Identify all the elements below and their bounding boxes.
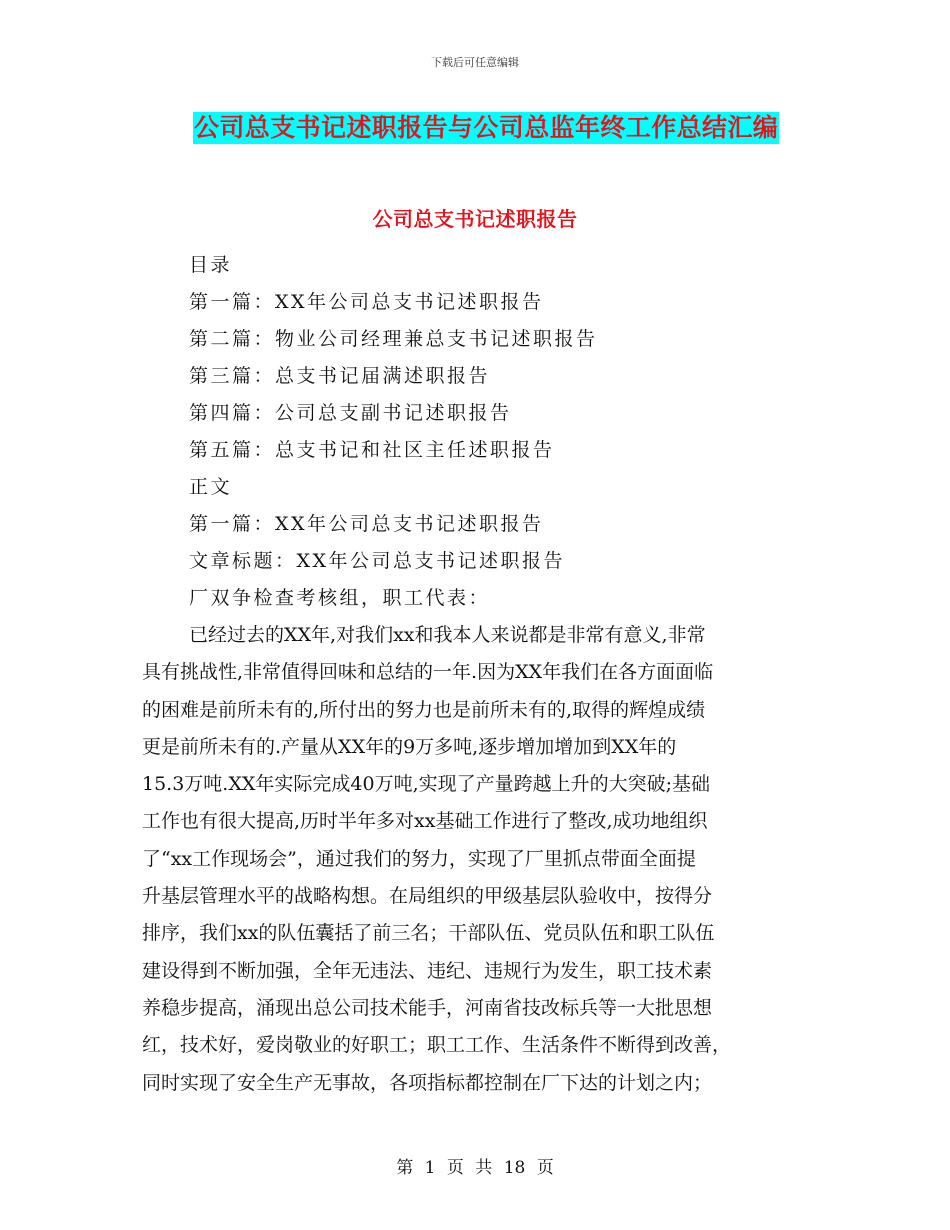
toc-heading: 目录: [189, 254, 233, 276]
paragraph-line: 具有挑战性,非常值得回味和总结的一年.因为XX年我们在各方面面临: [142, 661, 714, 684]
page-number-footer: 第 1 页 共 18 页: [396, 1158, 554, 1178]
toc-item: 第四篇：公司总支副书记述职报告: [189, 402, 512, 424]
chapter-title: 第一篇：XX年公司总支书记述职报告: [189, 513, 544, 535]
paragraph-line: 升基层管理水平的战略构想。在局组织的甲级基层队验收中，按得分: [142, 885, 713, 908]
paragraph-line: 工作也有很大提高,历时半年多对xx基础工作进行了整改,成功地组织: [142, 810, 708, 833]
toc-item: 第一篇：XX年公司总支书记述职报告: [189, 291, 544, 313]
paragraph-line: 的困难是前所未有的,所付出的努力也是前所未有的,取得的辉煌成绩: [142, 698, 706, 721]
paragraph-line: 排序，我们xx的队伍囊括了前三名；干部队伍、党员队伍和职工队伍: [142, 922, 715, 945]
table-of-contents: [189, 250, 829, 620]
document-main-title: 公司总支书记述职报告与公司总监年终工作总结汇编: [194, 113, 779, 142]
paragraph-line: 同时实现了安全生产无事故，各项指标都控制在厂下达的计划之内；: [142, 1071, 713, 1094]
paragraph-line: 15.3万吨.XX年实际完成40万吨,实现了产量跨越上升的大突破;基础: [142, 773, 711, 796]
header-note: 下载后可任意编辑: [431, 56, 519, 69]
paragraph-line: 红，技术好，爱岗敬业的好职工；职工工作、生活条件不断得到改善，: [142, 1034, 732, 1057]
salutation: 厂双争检查考核组，职工代表：: [189, 587, 491, 609]
paragraph-line: 已经过去的XX年,对我们xx和我本人来说都是非常有意义,非常: [189, 624, 706, 646]
paragraph-line: 养稳步提高，涌现出总公司技术能手，河南省技改标兵等一大批思想: [142, 996, 713, 1019]
paragraph-line: 更是前所未有的.产量从XX年的9万多吨,逐步增加增加到XX年的: [142, 735, 677, 758]
toc-item: 第三篇：总支书记届满述职报告: [189, 365, 491, 387]
body-heading: 正文: [189, 476, 233, 498]
toc-item: 第二篇：物业公司经理兼总支书记述职报告: [189, 328, 598, 350]
paragraph-line: 建设得到不断加强，全年无违法、违纪、违规行为发生，职工技术素: [142, 959, 713, 982]
section-title: 公司总支书记述职报告: [372, 207, 578, 231]
article-title: 文章标题：XX年公司总支书记述职报告: [189, 550, 566, 572]
paragraph-line: 了“xx工作现场会”，通过我们的努力，实现了厂里抓点带面全面提: [142, 847, 696, 870]
toc-item: 第五篇：总支书记和社区主任述职报告: [189, 439, 555, 461]
body-paragraph: [142, 620, 812, 1105]
